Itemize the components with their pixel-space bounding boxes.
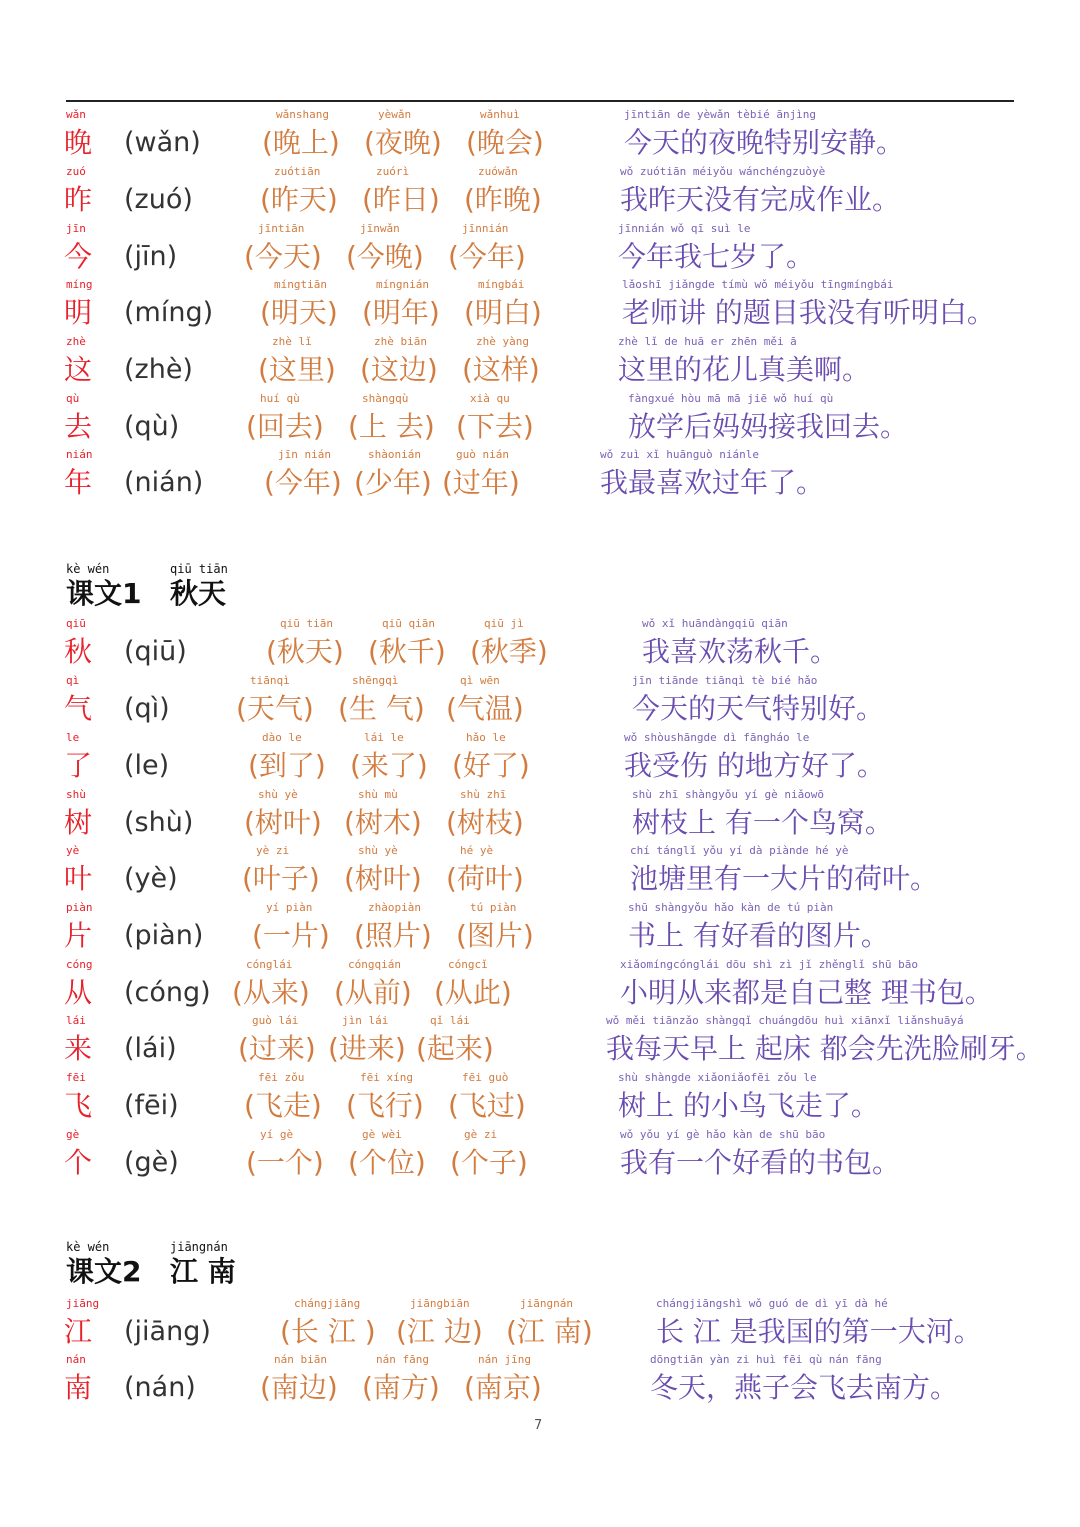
character-reading: (le)	[124, 750, 170, 781]
word: (江 边)	[396, 1315, 483, 1348]
word-pinyin: míngbái	[478, 278, 525, 291]
word: (树叶)	[344, 862, 422, 895]
word-pinyin: zuówǎn	[478, 165, 518, 178]
sentence-pinyin: wǒ shòushāngde dì fāngháo le	[624, 731, 810, 744]
sentence-pinyin: xiǎomíngcónglái dōu shì zì jǐ zhěnglǐ shū bāo	[620, 958, 919, 971]
word-pinyin: zhè yàng	[476, 335, 529, 348]
page-number: 7	[534, 1418, 543, 1433]
vocab-row	[0, 958, 1080, 1014]
word-pinyin: zhè lǐ	[272, 335, 312, 348]
example-sentence: 书上 有好看的图片。	[628, 919, 889, 952]
word: (这样)	[462, 353, 540, 386]
character-reading: (qiū)	[124, 636, 187, 667]
sentence-pinyin: shū shàngyǒu hǎo kàn de tú piàn	[628, 901, 834, 914]
word-pinyin: fēi zǒu	[258, 1071, 305, 1084]
vocab-row	[0, 165, 1080, 221]
sentence-pinyin: wǒ měi tiānzǎo shàngqǐ chuángdōu huì xiānxǐ liǎnshuāyá	[606, 1014, 964, 1027]
vocab-row	[0, 1014, 1080, 1070]
character-reading: (míng)	[124, 297, 214, 328]
word-pinyin: jīntiān	[258, 222, 305, 235]
word: (这边)	[360, 353, 438, 386]
character-reading: (wǎn)	[124, 127, 201, 158]
word-pinyin: guò lái	[252, 1014, 299, 1027]
word-pinyin: jiāngnán	[520, 1297, 573, 1310]
word: (照片)	[354, 919, 432, 952]
word: (从此)	[434, 976, 512, 1009]
top-rule	[66, 100, 1014, 102]
example-sentence: 我受伤 的地方好了。	[624, 749, 885, 782]
word-pinyin: qiū qiān	[382, 617, 435, 630]
character: 明	[64, 296, 93, 329]
word-pinyin: míngtiān	[274, 278, 327, 291]
character-pinyin: qì	[66, 674, 80, 687]
word-pinyin: shàonián	[368, 448, 421, 461]
example-sentence: 放学后妈妈接我回去。	[628, 410, 909, 443]
example-sentence: 小明从来都是自己整 理书包。	[620, 976, 993, 1009]
word: (飞走)	[244, 1089, 322, 1122]
character-pinyin: nán	[66, 1353, 86, 1366]
word-pinyin: gè wèi	[362, 1128, 402, 1141]
word-pinyin: shēngqì	[352, 674, 399, 687]
vocab-row	[0, 392, 1080, 448]
character: 来	[64, 1032, 93, 1065]
word-pinyin: gè zi	[464, 1128, 498, 1141]
vocab-row	[0, 1128, 1080, 1184]
sentence-pinyin: jīn tiānde tiānqì tè bié hǎo	[632, 674, 818, 687]
character: 叶	[64, 862, 93, 895]
word-pinyin: jīnnián	[462, 222, 509, 235]
vocab-row	[0, 448, 1080, 504]
word: (少年)	[354, 466, 432, 499]
vocab-row	[0, 674, 1080, 730]
word-pinyin: qiū tiān	[280, 617, 333, 630]
character-reading: (cóng)	[124, 977, 211, 1008]
word: (图片)	[456, 919, 534, 952]
vocab-row	[0, 1297, 1080, 1353]
character-reading: (zuó)	[124, 184, 193, 215]
sentence-pinyin: jīnnián wǒ qī suì le	[618, 222, 751, 235]
word: (明天)	[260, 296, 338, 329]
word: (树枝)	[446, 806, 524, 839]
word-pinyin: zuórì	[376, 165, 410, 178]
vocab-row	[0, 1071, 1080, 1127]
word-pinyin: nán fāng	[376, 1353, 429, 1366]
word: (进来)	[328, 1032, 406, 1065]
word: (昨晚)	[464, 183, 542, 216]
example-sentence: 我每天早上 起床 都会先洗脸刷牙。	[606, 1032, 1044, 1065]
word: (过来)	[238, 1032, 316, 1065]
word: (从来)	[232, 976, 310, 1009]
word-pinyin: jīn nián	[278, 448, 331, 461]
sentence-pinyin: lǎoshī jiǎngde tímù wǒ méiyǒu tīngmíngbái	[622, 278, 894, 291]
word: (来了)	[350, 749, 428, 782]
sentence-pinyin: shù zhī shàngyǒu yí gè niǎowō	[632, 788, 825, 801]
word: (一个)	[246, 1146, 324, 1179]
lesson-label: 课文1	[66, 577, 142, 610]
example-sentence: 我喜欢荡秋千。	[642, 635, 839, 668]
word: (今晚)	[346, 240, 424, 273]
word: (过年)	[442, 466, 520, 499]
character-pinyin: yè	[66, 844, 80, 857]
word-pinyin: cóngcǐ	[448, 958, 488, 971]
word-pinyin: huí qù	[260, 392, 300, 405]
word-pinyin: shù zhī	[460, 788, 507, 801]
character-pinyin: zhè	[66, 335, 86, 348]
word: (树叶)	[244, 806, 322, 839]
word-pinyin: yí piàn	[266, 901, 313, 914]
word: (下去)	[456, 410, 534, 443]
word: (上 去)	[348, 410, 435, 443]
lesson-title	[66, 1240, 466, 1290]
word: (个子)	[450, 1146, 528, 1179]
word-pinyin: wǎnshang	[276, 108, 329, 121]
character-reading: (piàn)	[124, 920, 204, 951]
vocab-row	[0, 222, 1080, 278]
character-pinyin: piàn	[66, 901, 93, 914]
word-pinyin: qì wēn	[460, 674, 500, 687]
word: (南京)	[464, 1371, 542, 1404]
character-reading: (yè)	[124, 863, 178, 894]
character: 秋	[64, 635, 93, 668]
sentence-pinyin: zhè lǐ de huā er zhēn měi ā	[618, 335, 797, 348]
word-pinyin: dào le	[262, 731, 302, 744]
word: (树木)	[344, 806, 422, 839]
character: 气	[64, 692, 93, 725]
character-pinyin: gè	[66, 1128, 80, 1141]
word: (晚会)	[466, 126, 544, 159]
lesson-title	[66, 562, 466, 612]
word-pinyin: qǐ lái	[430, 1014, 470, 1027]
word: (一片)	[252, 919, 330, 952]
sentence-pinyin: chángjiāngshì wǒ guó de dì yī dà hé	[656, 1297, 888, 1310]
word-pinyin: hǎo le	[466, 731, 506, 744]
word-pinyin: jīnwǎn	[360, 222, 400, 235]
sentence-pinyin: wǒ zuì xǐ huānguò niánle	[600, 448, 759, 461]
vocab-row	[0, 844, 1080, 900]
word-pinyin: yí gè	[260, 1128, 294, 1141]
character-reading: (nián)	[124, 467, 204, 498]
vocab-row	[0, 1353, 1080, 1409]
character: 从	[64, 976, 93, 1009]
character-reading: (jiāng)	[124, 1316, 211, 1347]
character-pinyin: fēi	[66, 1071, 86, 1084]
word: (这里)	[258, 353, 336, 386]
character: 晚	[64, 126, 93, 159]
sentence-pinyin: shù shàngde xiǎoniǎofēi zǒu le	[618, 1071, 817, 1084]
word: (江 南)	[506, 1315, 593, 1348]
character-pinyin: shù	[66, 788, 86, 801]
word: (生 气)	[338, 692, 425, 725]
example-sentence: 今天的天气特别好。	[632, 692, 885, 725]
word-pinyin: jìn lái	[342, 1014, 389, 1027]
word: (从前)	[334, 976, 412, 1009]
word-pinyin: yèwǎn	[378, 108, 412, 121]
word-pinyin: nán biān	[274, 1353, 327, 1366]
word: (长 江 )	[280, 1315, 376, 1348]
character: 片	[64, 919, 93, 952]
word: (起来)	[416, 1032, 494, 1065]
word-pinyin: shù yè	[258, 788, 298, 801]
character-pinyin: lái	[66, 1014, 86, 1027]
example-sentence: 老师讲 的题目我没有听明白。	[622, 296, 995, 329]
vocab-row	[0, 617, 1080, 673]
example-sentence: 今年我七岁了。	[618, 240, 815, 273]
vocab-row	[0, 788, 1080, 844]
word: (荷叶)	[446, 862, 524, 895]
word: (南方)	[362, 1371, 440, 1404]
word-pinyin: cónglái	[246, 958, 293, 971]
character-pinyin: míng	[66, 278, 93, 291]
lesson-label: 课文2	[66, 1255, 142, 1288]
character: 年	[64, 466, 93, 499]
sentence-pinyin: wǒ xǐ huāndàngqiū qiān	[642, 617, 788, 630]
character: 昨	[64, 183, 93, 216]
word-pinyin: fēi xíng	[360, 1071, 413, 1084]
character-reading: (qì)	[124, 693, 170, 724]
character-pinyin: cóng	[66, 958, 93, 971]
example-sentence: 我有一个好看的书包。	[620, 1146, 901, 1179]
word-pinyin: cóngqián	[348, 958, 401, 971]
word-pinyin: qiū jì	[484, 617, 524, 630]
word-pinyin: míngnián	[376, 278, 429, 291]
sentence-pinyin: wǒ yǒu yí gè hǎo kàn de shū bāo	[620, 1128, 826, 1141]
example-sentence: 这里的花儿真美啊。	[618, 353, 871, 386]
word: (天气)	[236, 692, 314, 725]
vocab-row	[0, 901, 1080, 957]
sentence-pinyin: wǒ zuótiān méiyǒu wánchéngzuòyè	[620, 165, 826, 178]
character-pinyin: qiū	[66, 617, 86, 630]
word-pinyin: nán jīng	[478, 1353, 531, 1366]
lesson-label-pinyin: kè wén	[66, 1240, 110, 1254]
word: (气温)	[446, 692, 524, 725]
example-sentence: 冬天，燕子会飞去南方。	[650, 1371, 959, 1404]
example-sentence: 树枝上 有一个鸟窝。	[632, 806, 893, 839]
character-reading: (gè)	[124, 1147, 179, 1178]
character: 南	[64, 1371, 93, 1404]
word-pinyin: hé yè	[460, 844, 494, 857]
word-pinyin: shàngqù	[362, 392, 409, 405]
word: (晚上)	[262, 126, 340, 159]
word: (夜晚)	[364, 126, 442, 159]
character: 了	[64, 749, 93, 782]
character-reading: (shù)	[124, 807, 194, 838]
word: (飞行)	[346, 1089, 424, 1122]
character-reading: (fēi)	[124, 1090, 179, 1121]
word: (秋千)	[368, 635, 446, 668]
character: 树	[64, 806, 93, 839]
word: (明白)	[464, 296, 542, 329]
character-pinyin: nián	[66, 448, 93, 461]
word: (昨日)	[362, 183, 440, 216]
word-pinyin: shù yè	[358, 844, 398, 857]
lesson-name: 秋天	[170, 577, 227, 610]
vocab-row	[0, 731, 1080, 787]
character: 这	[64, 353, 93, 386]
character: 飞	[64, 1089, 93, 1122]
character: 今	[64, 240, 93, 273]
word: (今天)	[244, 240, 322, 273]
sentence-pinyin: dōngtiān yàn zi huì fēi qù nán fāng	[650, 1353, 882, 1366]
word: (回去)	[246, 410, 324, 443]
lesson-label-pinyin: kè wén	[66, 562, 110, 576]
lesson-name-pinyin: jiāngnán	[170, 1240, 228, 1254]
word: (南边)	[260, 1371, 338, 1404]
character: 去	[64, 410, 93, 443]
word: (今年)	[448, 240, 526, 273]
word: (明年)	[362, 296, 440, 329]
character-pinyin: qù	[66, 392, 80, 405]
word: (个位)	[348, 1146, 426, 1179]
sentence-pinyin: fàngxué hòu mā mā jiē wǒ huí qù	[628, 392, 834, 405]
example-sentence: 树上 的小鸟飞走了。	[618, 1089, 879, 1122]
word: (飞过)	[448, 1089, 526, 1122]
word-pinyin: fēi guò	[462, 1071, 509, 1084]
word: (叶子)	[242, 862, 320, 895]
character-pinyin: wǎn	[66, 108, 86, 121]
word: (到了)	[248, 749, 326, 782]
example-sentence: 长 江 是我国的第一大河。	[656, 1315, 982, 1348]
vocab-row	[0, 335, 1080, 391]
word-pinyin: xià qu	[470, 392, 510, 405]
word: (秋天)	[266, 635, 344, 668]
word: (今年)	[264, 466, 342, 499]
word-pinyin: tiānqì	[250, 674, 290, 687]
example-sentence: 今天的夜晚特别安静。	[624, 126, 905, 159]
vocab-row	[0, 278, 1080, 334]
character-reading: (jīn)	[124, 241, 178, 272]
character-reading: (zhè)	[124, 354, 193, 385]
sentence-pinyin: jīntiān de yèwǎn tèbié ānjìng	[624, 108, 817, 121]
character-pinyin: jiāng	[66, 1297, 100, 1310]
example-sentence: 我最喜欢过年了。	[600, 466, 825, 499]
word-pinyin: wǎnhuì	[480, 108, 520, 121]
character: 江	[64, 1315, 93, 1348]
character: 个	[64, 1146, 93, 1179]
word-pinyin: zuótiān	[274, 165, 321, 178]
example-sentence: 池塘里有一大片的荷叶。	[630, 862, 939, 895]
word: (好了)	[452, 749, 530, 782]
word-pinyin: chángjiāng	[294, 1297, 361, 1310]
lesson-name: 江 南	[170, 1255, 236, 1288]
word: (昨天)	[260, 183, 338, 216]
word-pinyin: guò nián	[456, 448, 509, 461]
vocab-row	[0, 108, 1080, 164]
word-pinyin: jiāngbiān	[410, 1297, 470, 1310]
example-sentence: 我昨天没有完成作业。	[620, 183, 901, 216]
lesson-name-pinyin: qiū tiān	[170, 562, 228, 576]
character-pinyin: jīn	[66, 222, 86, 235]
word-pinyin: yè zi	[256, 844, 290, 857]
character-reading: (lái)	[124, 1033, 177, 1064]
word-pinyin: zhè biān	[374, 335, 427, 348]
word-pinyin: zhàopiàn	[368, 901, 421, 914]
word-pinyin: shù mù	[358, 788, 398, 801]
character-reading: (qù)	[124, 411, 180, 442]
character-reading: (nán)	[124, 1372, 196, 1403]
word-pinyin: tú piàn	[470, 901, 517, 914]
word-pinyin: lái le	[364, 731, 404, 744]
word: (秋季)	[470, 635, 548, 668]
character-pinyin: le	[66, 731, 80, 744]
sentence-pinyin: chí tánglǐ yǒu yí dà piànde hé yè	[630, 844, 849, 857]
character-pinyin: zuó	[66, 165, 86, 178]
